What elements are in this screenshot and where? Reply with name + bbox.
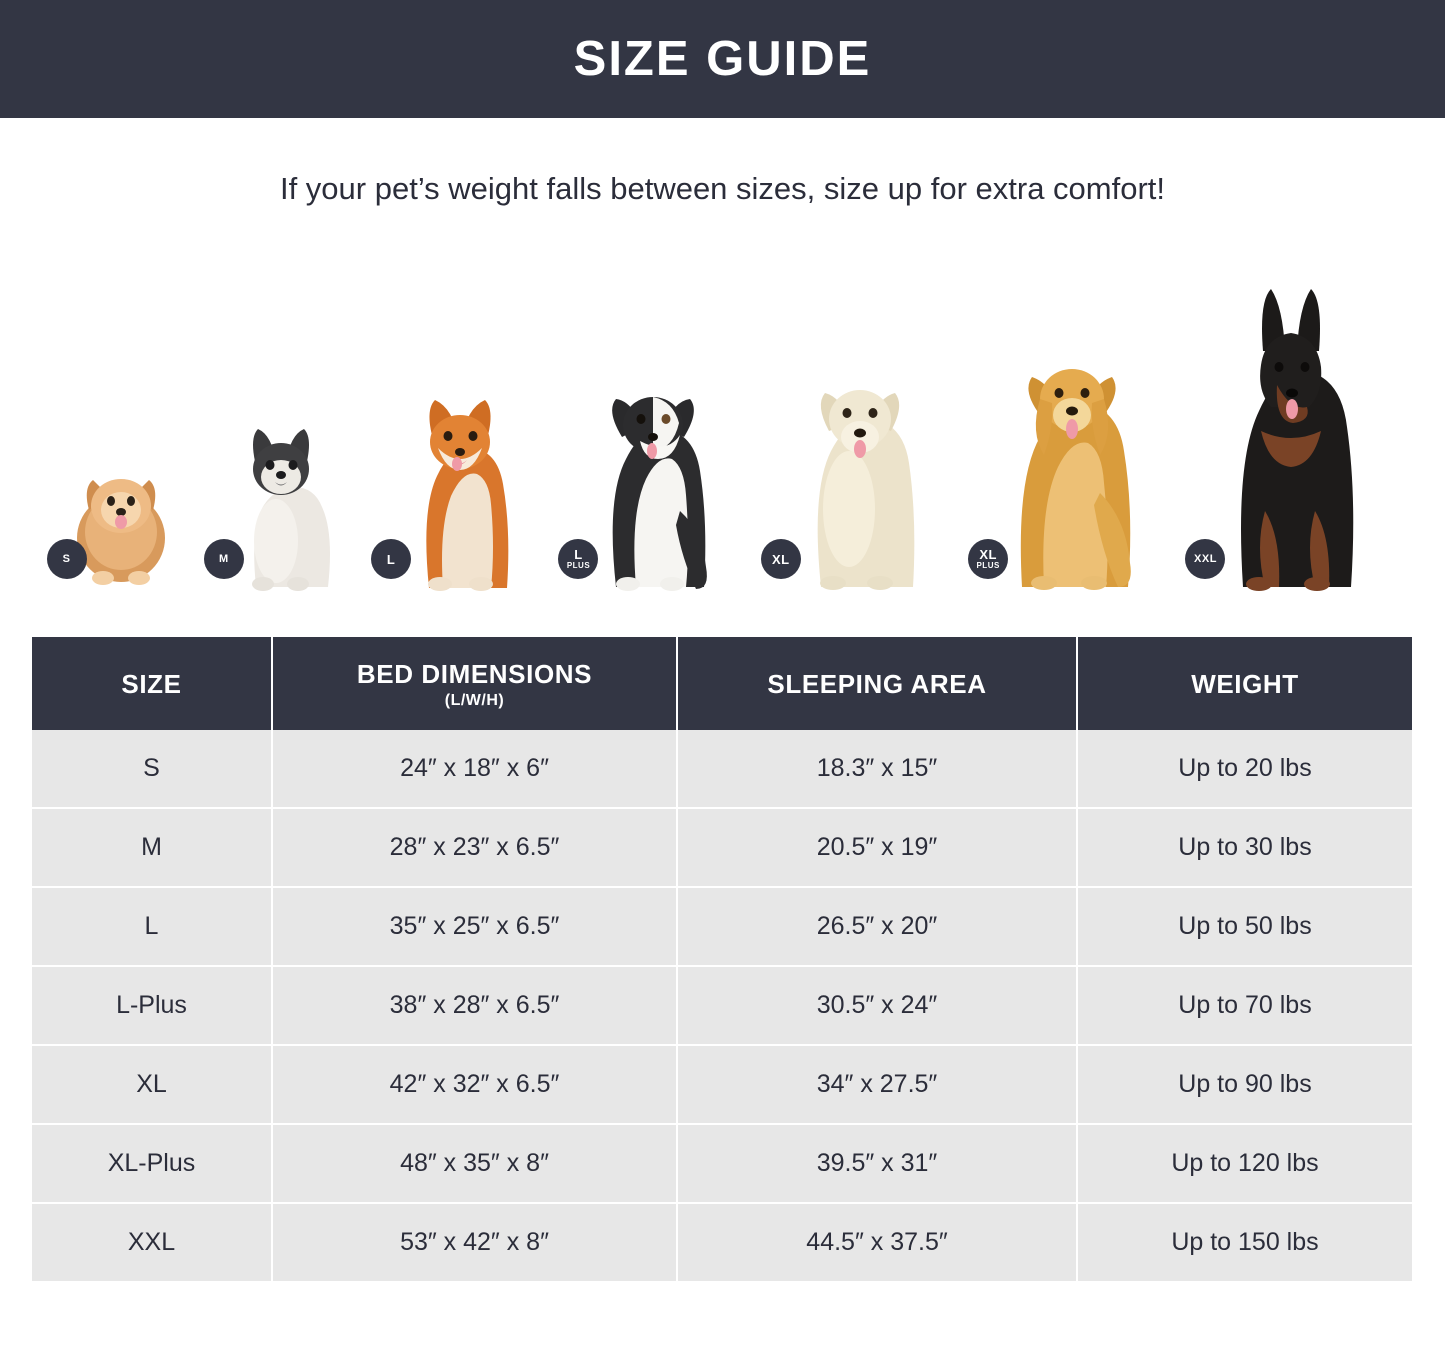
size-badge-l: L [371, 539, 411, 579]
table-row [32, 1045, 1412, 1124]
size-badge-l-plus: L PLUS [558, 539, 598, 579]
cell-weight: Up to 30 lbs [1077, 808, 1412, 887]
cell-size: XL [32, 1045, 272, 1124]
doberman-icon [1199, 281, 1384, 591]
cell-sleeping-area: 20.5″ x 19″ [677, 808, 1077, 887]
cell-weight: Up to 120 lbs [1077, 1124, 1412, 1203]
cell-bed-dimensions: 28″ x 23″ x 6.5″ [272, 808, 677, 887]
size-table-wrapper [32, 637, 1413, 1281]
column-header-bed-dimensions [272, 637, 677, 730]
golden-retriever-icon [982, 303, 1162, 591]
column-header-sleeping-area [677, 637, 1077, 730]
size-badge-xl: XL [761, 539, 801, 579]
cell-sleeping-area: 30.5″ x 24″ [677, 966, 1077, 1045]
cell-bed-dimensions: 53″ x 42″ x 8″ [272, 1203, 677, 1281]
border-collie-icon [572, 329, 737, 591]
cell-bed-dimensions: 35″ x 25″ x 6.5″ [272, 887, 677, 966]
cell-weight: Up to 70 lbs [1077, 966, 1412, 1045]
cell-bed-dimensions: 24″ x 18″ x 6″ [272, 730, 677, 808]
cell-weight: Up to 150 lbs [1077, 1203, 1412, 1281]
dog-illustration-xl-plus [976, 303, 1162, 591]
subtitle-text: If your pet’s weight falls between sizes, size up for extra comfort! [279, 171, 1166, 206]
size-badge-xxl: XXL [1185, 539, 1225, 579]
dog-illustration-xxl [1194, 281, 1384, 591]
cell-sleeping-area: 34″ x 27.5″ [677, 1045, 1077, 1124]
table-row [32, 730, 1412, 808]
dog-size-illustrations [33, 251, 1413, 591]
cell-bed-dimensions: 42″ x 32″ x 6.5″ [272, 1045, 677, 1124]
cell-size: M [32, 808, 272, 887]
cell-sleeping-area: 18.3″ x 15″ [677, 730, 1077, 808]
table-row [32, 808, 1412, 887]
column-header-weight [1077, 637, 1412, 730]
dog-illustration-xl [772, 319, 945, 591]
size-table [32, 637, 1412, 1281]
column-header-bed-dimensions-label: BED DIMENSIONS [356, 659, 593, 690]
dog-illustration-s [61, 406, 181, 591]
subtitle-section [0, 118, 1445, 207]
column-header-bed-dimensions-sub: (L/W/H) [444, 692, 505, 710]
cell-size: L [32, 887, 272, 966]
cell-bed-dimensions: 38″ x 28″ x 6.5″ [272, 966, 677, 1045]
cell-size: XXL [32, 1203, 272, 1281]
column-header-size [32, 637, 272, 730]
labrador-retriever-icon [775, 319, 945, 591]
cell-bed-dimensions: 48″ x 35″ x 8″ [272, 1124, 677, 1203]
size-badge-m: M [204, 539, 244, 579]
cell-weight: Up to 20 lbs [1077, 730, 1412, 808]
size-badge-s: S [47, 539, 87, 579]
dog-illustration-l [385, 356, 535, 591]
cell-size: L-Plus [32, 966, 272, 1045]
page-title: SIZE GUIDE [573, 31, 872, 86]
cell-weight: Up to 50 lbs [1077, 887, 1412, 966]
table-row [32, 1124, 1412, 1203]
cell-sleeping-area: 39.5″ x 31″ [677, 1124, 1077, 1203]
table-header-row [32, 637, 1412, 730]
table-row [32, 1203, 1412, 1281]
cell-sleeping-area: 26.5″ x 20″ [677, 887, 1077, 966]
table-row [32, 887, 1412, 966]
column-header-sleeping-area-label: SLEEPING AREA [767, 669, 987, 700]
column-header-size-label: SIZE [121, 669, 182, 700]
size-table-head [32, 637, 1412, 730]
table-row [32, 966, 1412, 1045]
column-header-weight-label: WEIGHT [1191, 669, 1299, 700]
cell-size: XL-Plus [32, 1124, 272, 1203]
size-badge-xl-plus: XL PLUS [968, 539, 1008, 579]
page-header [0, 0, 1445, 118]
dog-illustration-l-plus [566, 329, 737, 591]
dog-illustration-m [218, 391, 348, 591]
cell-weight: Up to 90 lbs [1077, 1045, 1412, 1124]
cell-size: S [32, 730, 272, 808]
cell-sleeping-area: 44.5″ x 37.5″ [677, 1203, 1077, 1281]
size-table-body [32, 730, 1412, 1281]
